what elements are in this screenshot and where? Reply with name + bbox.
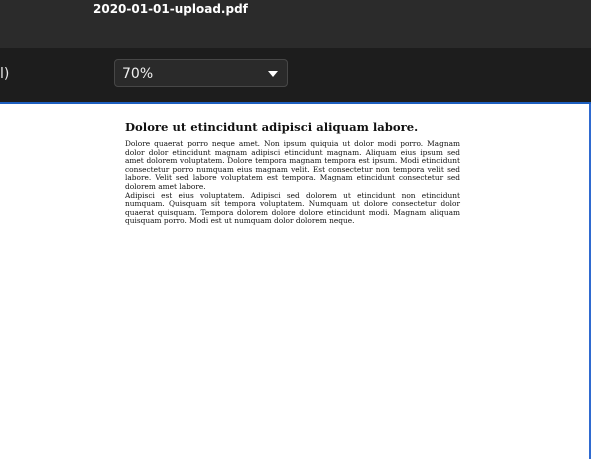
zoom-select[interactable]	[114, 59, 288, 87]
toolbar	[0, 48, 591, 103]
paragraph: Dolore quaerat porro neque amet. Non ipsum quiquia ut dolor modi porro. Magnam dolor dolor etincidunt magnam adipisci etincidunt magnam. Aliquam eius ipsum sed amet dolorem voluptatem. Dolore tempora magnam tempora est ipsum. Modi etincidunt consectetur porro numquam eius magnam velit. Est consectetur non tempora velit sed labore. Velit sed labore voluptatem est tempora. Magnam etincidunt consectetur sed dolorem amet labore.	[125, 139, 460, 191]
zoom-value: 70%	[122, 66, 154, 82]
toolbar-cut-off-label: l)	[0, 66, 10, 82]
title-bar	[0, 0, 591, 48]
page-heading: Dolore ut etincidunt adipisci aliquam labore.	[125, 120, 419, 134]
paragraph: Adipisci est eius voluptatem. Adipisci sed dolorem ut etincidunt non etincidunt numquam. Quisquam sit tempora voluptatem. Numquam ut dolore consectetur dolor quaerat quisquam. Tempora dolorem dolore dolore etincidunt modi. Magnam aliquam quisquam porro. Modi est ut numquam dolor dolorem neque.	[125, 190, 460, 226]
caret-down-icon	[268, 71, 278, 77]
document-page	[125, 120, 460, 226]
document-title: 2020-01-01-upload.pdf	[93, 2, 248, 16]
